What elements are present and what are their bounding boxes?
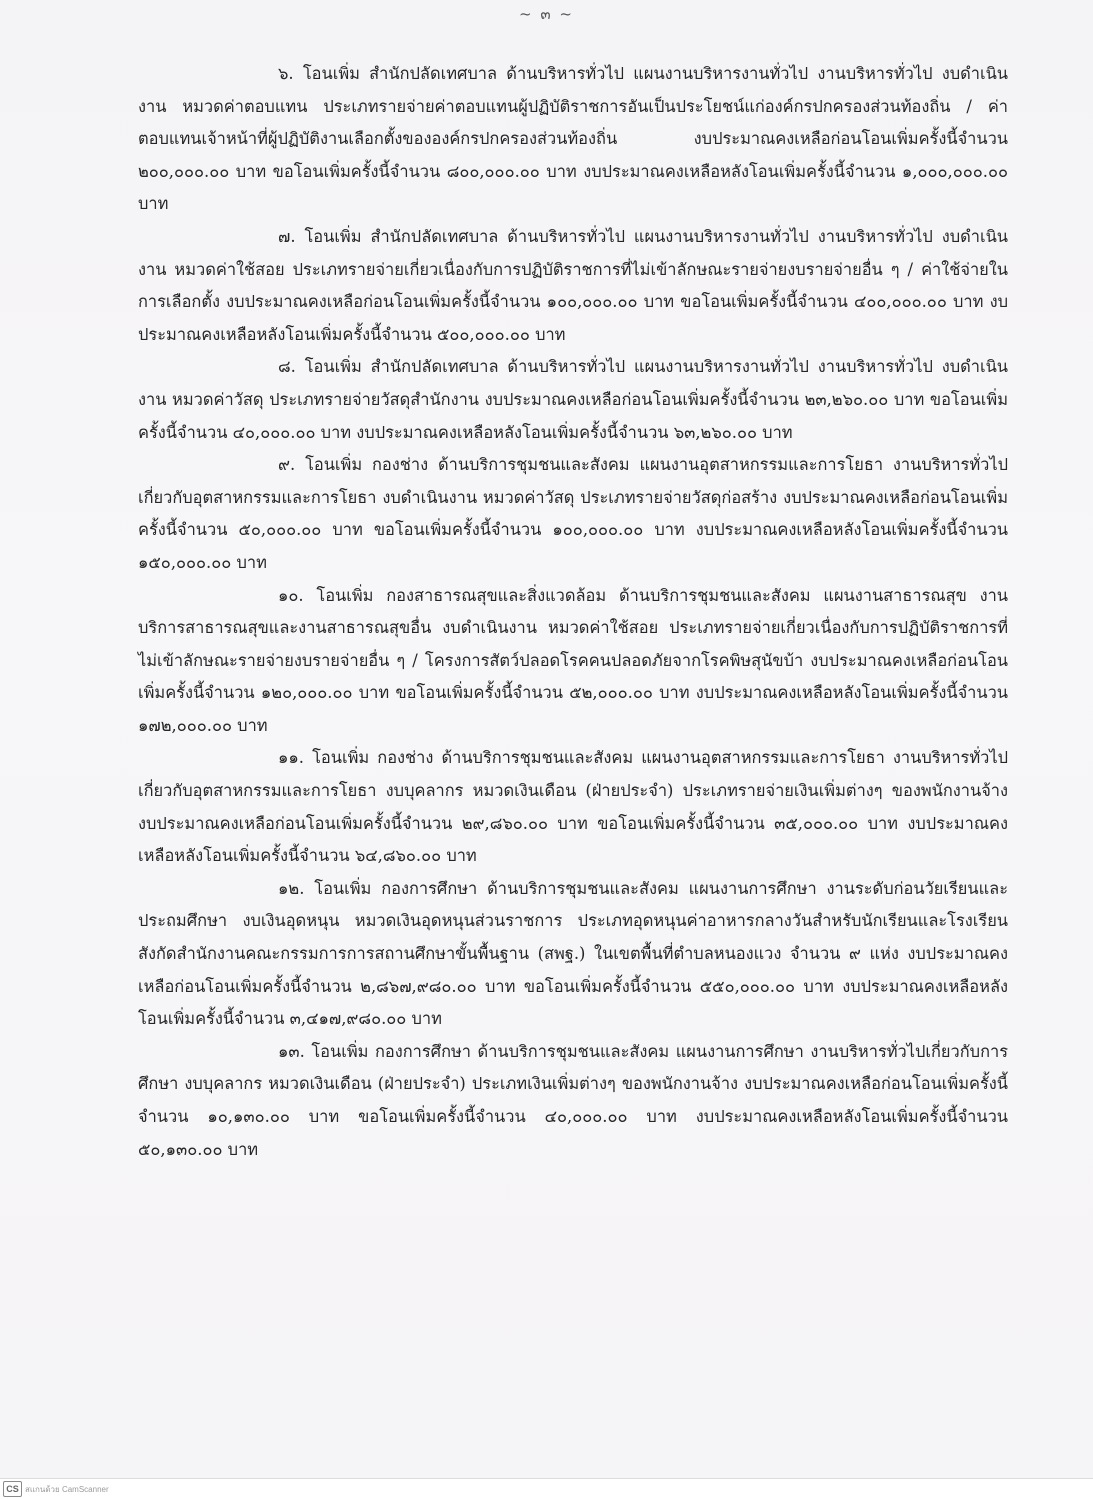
paragraph-item-11: ๑๑. โอนเพิ่ม กองช่าง ด้านบริการชุมชนและสังคม แผนงานอุตสาหกรรมและการโยธา งานบริหารทั่วไปเกี่ยวกับอุตสาหกรรมและการโยธา งบบุคลากร หมวดเงินเดือน (ฝ่ายประจำ) ประเภทรายจ่ายเงินเพิ่มต่างๆ ของพนักงานจ้าง งบประมาณคงเหลือก่อนโอนเพิ่มครั้งนี้จำนวน ๒๙,๘๖๐.๐๐ บาท ขอโอนเพิ่มครั้งนี้จำนวน ๓๕,๐๐๐.๐๐ บาท งบประมาณคงเหลือหลังโอนเพิ่มครั้งนี้จำนวน ๖๔,๘๖๐.๐๐ บาท: [138, 748, 1008, 866]
document-body: [138, 58, 1008, 1166]
paragraph-item-8: ๘. โอนเพิ่ม สำนักปลัดเทศบาล ด้านบริหารทั่วไป แผนงานบริหารงานทั่วไป งานบริหารทั่วไป งบดำเนินงาน หมวดค่าวัสดุ ประเภทรายจ่ายวัสดุสำนักงาน งบประมาณคงเหลือก่อนโอนเพิ่มครั้งนี้จำนวน ๒๓,๒๖๐.๐๐ บาท ขอโอนเพิ่มครั้งนี้จำนวน ๔๐,๐๐๐.๐๐ บาท งบประมาณคงเหลือหลังโอนเพิ่มครั้งนี้จำนวน ๖๓,๒๖๐.๐๐ บาท: [138, 357, 1008, 442]
paragraph-item-9: ๙. โอนเพิ่ม กองช่าง ด้านบริการชุมชนและสังคม แผนงานอุตสาหกรรมและการโยธา งานบริหารทั่วไปเกี่ยวกับอุตสาหกรรมและการโยธา งบดำเนินงาน หมวดค่าวัสดุ ประเภทรายจ่ายวัสดุก่อสร้าง งบประมาณคงเหลือก่อนโอนเพิ่มครั้งนี้จำนวน ๕๐,๐๐๐.๐๐ บาท ขอโอนเพิ่มครั้งนี้จำนวน ๑๐๐,๐๐๐.๐๐ บาท งบประมาณคงเหลือหลังโอนเพิ่มครั้งนี้จำนวน ๑๕๐,๐๐๐.๐๐ บาท: [138, 455, 1008, 572]
paragraph-item-13: ๑๓. โอนเพิ่ม กองการศึกษา ด้านบริการชุมชนและสังคม แผนงานการศึกษา งานบริหารทั่วไปเกี่ยวกับการศึกษา งบบุคลากร หมวดเงินเดือน (ฝ่ายประจำ) ประเภทเงินเพิ่มต่างๆ ของพนักงานจ้าง งบประมาณคงเหลือก่อนโอนเพิ่มครั้งนี้จำนวน ๑๐,๑๓๐.๐๐ บาท ขอโอนเพิ่มครั้งนี้จำนวน ๔๐,๐๐๐.๐๐ บาท งบประมาณคงเหลือหลังโอนเพิ่มครั้งนี้จำนวน ๕๐,๑๓๐.๐๐ บาท: [138, 1041, 1008, 1159]
scanner-footer: [0, 1478, 1093, 1499]
page-number: ~ ๓ ~: [519, 5, 574, 23]
paragraph-item-7: ๗. โอนเพิ่ม สำนักปลัดเทศบาล ด้านบริหารทั่วไป แผนงานบริหารงานทั่วไป งานบริหารทั่วไป งบดำเนินงาน หมวดค่าใช้สอย ประเภทรายจ่ายเกี่ยวเนื่องกับการปฏิบัติราชการที่ไม่เข้าลักษณะรายจ่ายงบรายจ่ายอื่น ๆ / ค่าใช้จ่ายในการเลือกตั้ง งบประมาณคงเหลือก่อนโอนเพิ่มครั้งนี้จำนวน ๑๐๐,๐๐๐.๐๐ บาท ขอโอนเพิ่มครั้งนี้จำนวน ๔๐๐,๐๐๐.๐๐ บาท งบประมาณคงเหลือหลังโอนเพิ่มครั้งนี้จำนวน ๕๐๐,๐๐๐.๐๐ บาท: [138, 226, 1008, 344]
scanner-watermark-text: สแกนด้วย CamScanner: [25, 1485, 109, 1494]
camscanner-logo-icon: CS: [3, 1481, 22, 1497]
paragraph-item-6: ๖. โอนเพิ่ม สำนักปลัดเทศบาล ด้านบริหารทั่วไป แผนงานบริหารงานทั่วไป งานบริหารทั่วไป งบดำเนินงาน หมวดค่าตอบแทน ประเภทรายจ่ายค่าตอบแทนผู้ปฏิบัติราชการอันเป็นประโยชน์แก่องค์กรปกครองส่วนท้องถิ่น / ค่าตอบแทนเจ้าหน้าที่ผู้ปฏิบัติงานเลือกตั้งขององค์กรปกครองส่วนท้องถิ่น งบประมาณคงเหลือก่อนโอนเพิ่มครั้งนี้จำนวน ๒๐๐,๐๐๐.๐๐ บาท ขอโอนเพิ่มครั้งนี้จำนวน ๘๐๐,๐๐๐.๐๐ บาท งบประมาณคงเหลือหลังโอนเพิ่มครั้งนี้จำนวน ๑,๐๐๐,๐๐๐.๐๐ บาท: [138, 64, 1008, 214]
paragraph-item-12: ๑๒. โอนเพิ่ม กองการศึกษา ด้านบริการชุมชนและสังคม แผนงานการศึกษา งานระดับก่อนวัยเรียนและประถมศึกษา งบเงินอุดหนุน หมวดเงินอุดหนุนส่วนราชการ ประเภทอุดหนุนค่าอาหารกลางวันสำหรับนักเรียนและโรงเรียนสังกัดสำนักงานคณะกรรมการการสถานศึกษาขั้นพื้นฐาน (สพฐ.) ในเขตพื้นที่ตำบลหนองแวง จำนวน ๙ แห่ง งบประมาณคงเหลือก่อนโอนเพิ่มครั้งนี้จำนวน ๒,๘๖๗,๙๘๐.๐๐ บาท ขอโอนเพิ่มครั้งนี้จำนวน ๕๕๐,๐๐๐.๐๐ บาท งบประมาณคงเหลือหลังโอนเพิ่มครั้งนี้จำนวน ๓,๔๑๗,๙๘๐.๐๐ บาท: [138, 878, 1008, 1029]
paragraph-item-10: ๑๐. โอนเพิ่ม กองสาธารณสุขและสิ่งแวดล้อม ด้านบริการชุมชนและสังคม แผนงานสาธารณสุข งานบริการสาธารณสุขและงานสาธารณสุขอื่น งบดำเนินงาน หมวดค่าใช้สอย ประเภทรายจ่ายเกี่ยวเนื่องกับการปฏิบัติราชการที่ไม่เข้าลักษณะรายจ่ายงบรายจ่ายอื่น ๆ / โครงการสัตว์ปลอดโรคคนปลอดภัยจากโรคพิษสุนัขบ้า งบประมาณคงเหลือก่อนโอนเพิ่มครั้งนี้จำนวน ๑๒๐,๐๐๐.๐๐ บาท ขอโอนเพิ่มครั้งนี้จำนวน ๕๒,๐๐๐.๐๐ บาท งบประมาณคงเหลือหลังโอนเพิ่มครั้งนี้จำนวน ๑๗๒,๐๐๐.๐๐ บาท: [138, 585, 1008, 735]
